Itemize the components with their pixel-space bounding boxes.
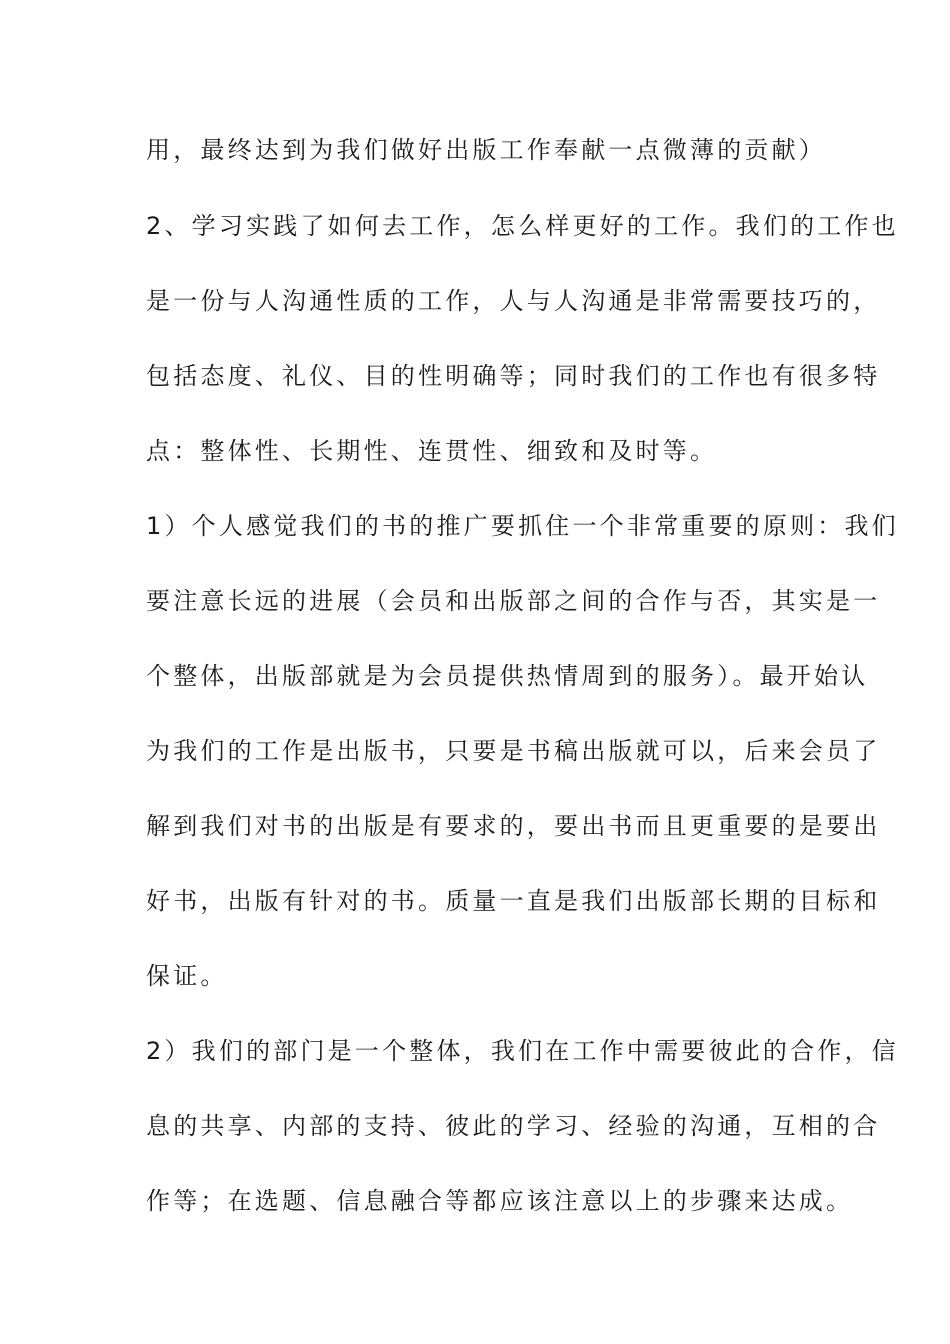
text-line: 好书，出版有针对的书。质量一直是我们出版部长期的目标和 — [146, 887, 881, 915]
text-line: 作等；在选题、信息融合等都应该注意以上的步骤来达成。 — [146, 1187, 854, 1215]
text-line: 要注意长远的进展（会员和出版部之间的合作与否，其实是一 — [146, 587, 881, 615]
text-line: 用，最终达到为我们做好出版工作奉献一点微薄的贡献） — [146, 136, 826, 164]
text-line: 1）个人感觉我们的书的推广要抓住一个非常重要的原则：我们 — [146, 512, 899, 540]
text-line: 是一份与人沟通性质的工作，人与人沟通是非常需要技巧的， — [146, 287, 881, 315]
text-line: 点：整体性、长期性、连贯性、细致和及时等。 — [146, 437, 718, 465]
text-line: 2）我们的部门是一个整体，我们在工作中需要彼此的合作，信 — [146, 1037, 899, 1065]
text-line: 2、学习实践了如何去工作，怎么样更好的工作。我们的工作也 — [146, 212, 899, 240]
text-line: 包括态度、礼仪、目的性明确等；同时我们的工作也有很多特 — [146, 362, 881, 390]
text-line: 个整体，出版部就是为会员提供热情周到的服务）。最开始认 — [146, 662, 869, 690]
text-line: 息的共享、内部的支持、彼此的学习、经验的沟通，互相的合 — [146, 1112, 881, 1140]
text-line: 解到我们对书的出版是有要求的，要出书而且更重要的是要出 — [146, 812, 881, 840]
text-line: 保证。 — [146, 962, 228, 990]
text-line: 为我们的工作是出版书，只要是书稿出版就可以，后来会员了 — [146, 737, 881, 765]
